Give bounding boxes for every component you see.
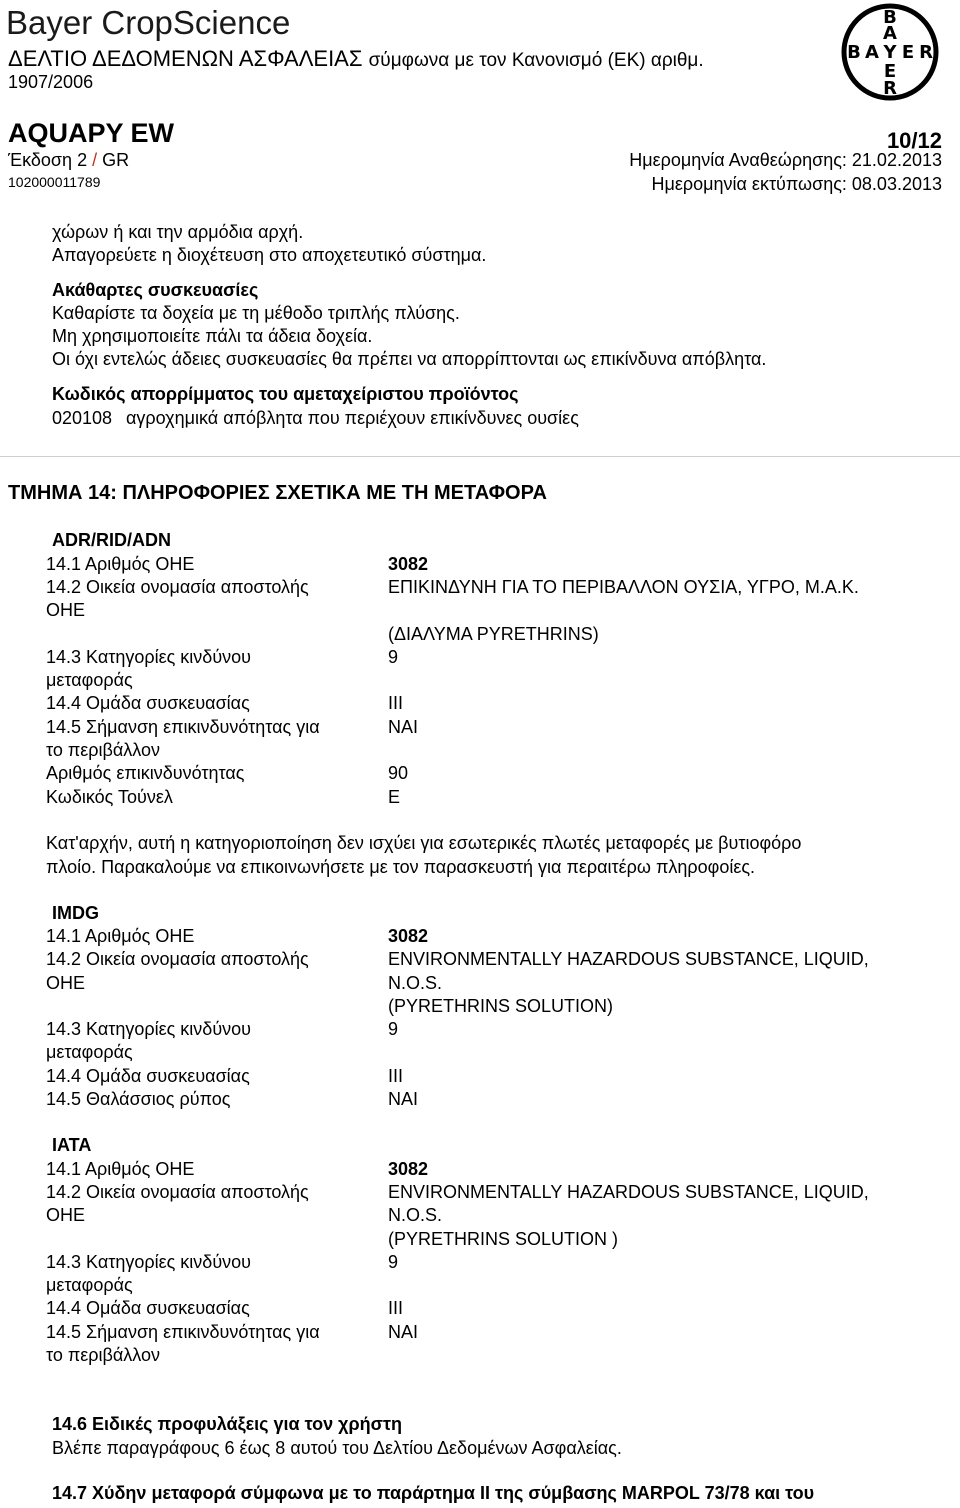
imdg-name-value-1: ENVIRONMENTALLY HAZARDOUS SUBSTANCE, LIQUID, [388, 949, 869, 969]
disposal-line-1: χώρων ή και την αρμόδια αρχή. [52, 222, 304, 242]
adr-class-label-1: 14.3 Κατηγορίες κινδύνου [46, 647, 252, 667]
adr-hazard-value: 90 [388, 763, 409, 783]
bayer-cross-logo [828, 2, 952, 102]
logo-letter-a: A [883, 23, 897, 44]
iata-un-label: 14.1 Αριθμός ΟΗΕ [46, 1159, 195, 1179]
edition-number: 2 [77, 150, 88, 170]
imdg-pg-value: III [388, 1066, 404, 1086]
iata-class-label-2: μεταφοράς [46, 1275, 133, 1295]
logo-letter-r-right: R [919, 42, 933, 63]
adr-pg-label: 14.4 Ομάδα συσκευασίας [46, 693, 250, 713]
imdg-name-value-2: N.O.S. [388, 973, 443, 993]
section-divider [0, 456, 960, 457]
waste-code-title: Κωδικός απορρίμματος του αμεταχείριστου προϊόντος [52, 384, 519, 404]
adr-title: ADR/RID/ADN [52, 530, 171, 550]
adr-un-value: 3082 [388, 554, 429, 574]
adr-name-value-1: ΕΠΙΚΙΝΔΥΝΗ ΓΙΑ ΤΟ ΠΕΡΙΒΑΛΛΟΝ ΟΥΣΙΑ, ΥΓΡΟ, Μ.Α.Κ. [388, 577, 859, 597]
logo-letter-b-top: B [883, 7, 897, 28]
edition-country: GR [102, 150, 130, 170]
iata-class-label-1: 14.3 Κατηγορίες κινδύνου [46, 1252, 252, 1272]
imdg-un-value: 3082 [388, 926, 429, 946]
page-number: 10/12 [886, 128, 942, 153]
imdg-class-label-1: 14.3 Κατηγορίες κινδύνου [46, 1019, 252, 1039]
precautions-text: Βλέπε παραγράφους 6 έως 8 αυτού του Δελτίου Δεδομένων Ασφαλείας. [52, 1438, 622, 1458]
iata-title: IATA [52, 1135, 92, 1155]
adr-pg-value: III [388, 693, 404, 713]
adr-note-1: Κατ'αρχήν, αυτή η κατηγοριοποίηση δεν ισχύει για εσωτερικές πλωτές μεταφορές με βυτιοφόρο [46, 833, 802, 853]
iata-pg-label: 14.4 Ομάδα συσκευασίας [46, 1298, 250, 1318]
packaging-title: Ακάθαρτες συσκευασίες [52, 280, 259, 300]
imdg-name-label-2: ΟΗΕ [46, 973, 86, 993]
logo-letter-e: E [883, 61, 897, 82]
adr-env-label-2: το περιβάλλον [46, 740, 161, 760]
iata-name-label-2: ΟΗΕ [46, 1205, 86, 1225]
section-14-title: ΤΜΗΜΑ 14: ΠΛΗΡΟΦΟΡΙΕΣ ΣΧΕΤΙΚΑ ΜΕ ΤΗ ΜΕΤΑΦΟΡΑ [8, 482, 547, 504]
iata-pg-value: III [388, 1298, 404, 1318]
revision-date: Ημερομηνία Αναθεώρησης: 21.02.2013 [629, 150, 942, 170]
packaging-line-3: Οι όχι εντελώς άδειες συσκευασίες θα πρέπει να απορρίπτονται ως επικίνδυνα απόβλητα. [52, 349, 767, 369]
imdg-class-value: 9 [388, 1019, 399, 1039]
waste-code-desc: αγροχημικά απόβλητα που περιέχουν επικίνδυνες ουσίες [126, 408, 579, 428]
print-date: Ημερομηνία εκτύπωσης: 08.03.2013 [651, 174, 942, 194]
iata-env-label-1: 14.5 Σήμανση επικινδυνότητας για [46, 1322, 320, 1342]
imdg-name-value-3: (PYRETHRINS SOLUTION) [388, 996, 614, 1016]
packaging-line-1: Καθαρίστε τα δοχεία με τη μέθοδο τριπλής πλύσης. [52, 303, 460, 323]
adr-name-value-2: (ΔΙΑΛΥΜΑ PYRETHRINS) [388, 624, 599, 644]
adr-name-label-1: 14.2 Οικεία ονομασία αποστολής [46, 577, 309, 597]
regulation-number: 1907/2006 [8, 72, 94, 92]
imdg-marine-label: 14.5 Θαλάσσιος ρύπος [46, 1089, 231, 1109]
iata-class-value: 9 [388, 1252, 399, 1272]
imdg-un-label: 14.1 Αριθμός ΟΗΕ [46, 926, 195, 946]
waste-code: 020108 [52, 408, 113, 428]
packaging-line-2: Μη χρησιμοποιείτε πάλι τα άδεια δοχεία. [52, 326, 373, 346]
adr-class-label-2: μεταφοράς [46, 670, 133, 690]
edition-sep: / [92, 150, 98, 170]
iata-env-value: ΝΑΙ [388, 1322, 419, 1342]
adr-un-label: 14.1 Αριθμός ΟΗΕ [46, 554, 195, 574]
imdg-pg-label: 14.4 Ομάδα συσκευασίας [46, 1066, 250, 1086]
logo-letter-y: Y [883, 42, 897, 63]
imdg-name-label-1: 14.2 Οικεία ονομασία αποστολής [46, 949, 309, 969]
adr-hazard-label: Αριθμός επικινδυνότητας [46, 763, 245, 783]
iata-name-value-2: N.O.S. [388, 1205, 443, 1225]
adr-tunnel-value: E [388, 787, 401, 807]
company-name: Bayer CropScience [6, 4, 291, 41]
adr-name-label-2: ΟΗΕ [46, 600, 86, 620]
adr-note-2: πλοίο. Παρακαλούμε να επικοινωνήσετε με τον παρασκευστή για περαιτέρω πληροφοίες. [46, 857, 756, 877]
product-code: 102000011789 [8, 174, 101, 190]
product-name: AQUAPY EW [8, 118, 175, 148]
logo-letter-a-center: A [865, 42, 879, 63]
document-title-text: ΔΕΛΤΙΟ ΔΕΔΟΜΕΝΩΝ ΑΣΦΑΛΕΙΑΣ [8, 46, 363, 71]
imdg-marine-value: ΝΑΙ [388, 1089, 419, 1109]
logo-letter-b-left: B [847, 42, 861, 63]
disposal-line-2: Απαγορεύετε η διοχέτευση στο αποχετευτικό σύστημα. [52, 245, 487, 265]
edition-label: Έκδοση [8, 150, 73, 170]
marpol-title: 14.7 Χύδην μεταφορά σύμφωνα με το παράρτημα II της σύμβασης MARPOL 73/78 και του [52, 1483, 815, 1503]
precautions-title: 14.6 Ειδικές προφυλάξεις για τον χρήστη [52, 1414, 402, 1434]
iata-env-label-2: το περιβάλλον [46, 1345, 161, 1365]
adr-env-value: ΝΑΙ [388, 717, 419, 737]
edition [8, 150, 129, 171]
imdg-title: IMDG [52, 903, 99, 923]
adr-class-value: 9 [388, 647, 399, 667]
adr-tunnel-label: Κωδικός Τούνελ [46, 787, 173, 807]
document-title [8, 46, 704, 72]
iata-name-value-3: (PYRETHRINS SOLUTION ) [388, 1229, 619, 1249]
regulation-prefix: σύμφωνα με τον Κανονισμό (ΕΚ) αριθμ. [368, 50, 704, 71]
imdg-class-label-2: μεταφοράς [46, 1042, 133, 1062]
adr-env-label-1: 14.5 Σήμανση επικινδυνότητας για [46, 717, 320, 737]
iata-name-label-1: 14.2 Οικεία ονομασία αποστολής [46, 1182, 309, 1202]
iata-un-value: 3082 [388, 1159, 429, 1179]
iata-name-value-1: ENVIRONMENTALLY HAZARDOUS SUBSTANCE, LIQUID, [388, 1182, 869, 1202]
logo-letter-r: R [883, 78, 897, 99]
logo-letter-e-center: E [901, 42, 915, 63]
